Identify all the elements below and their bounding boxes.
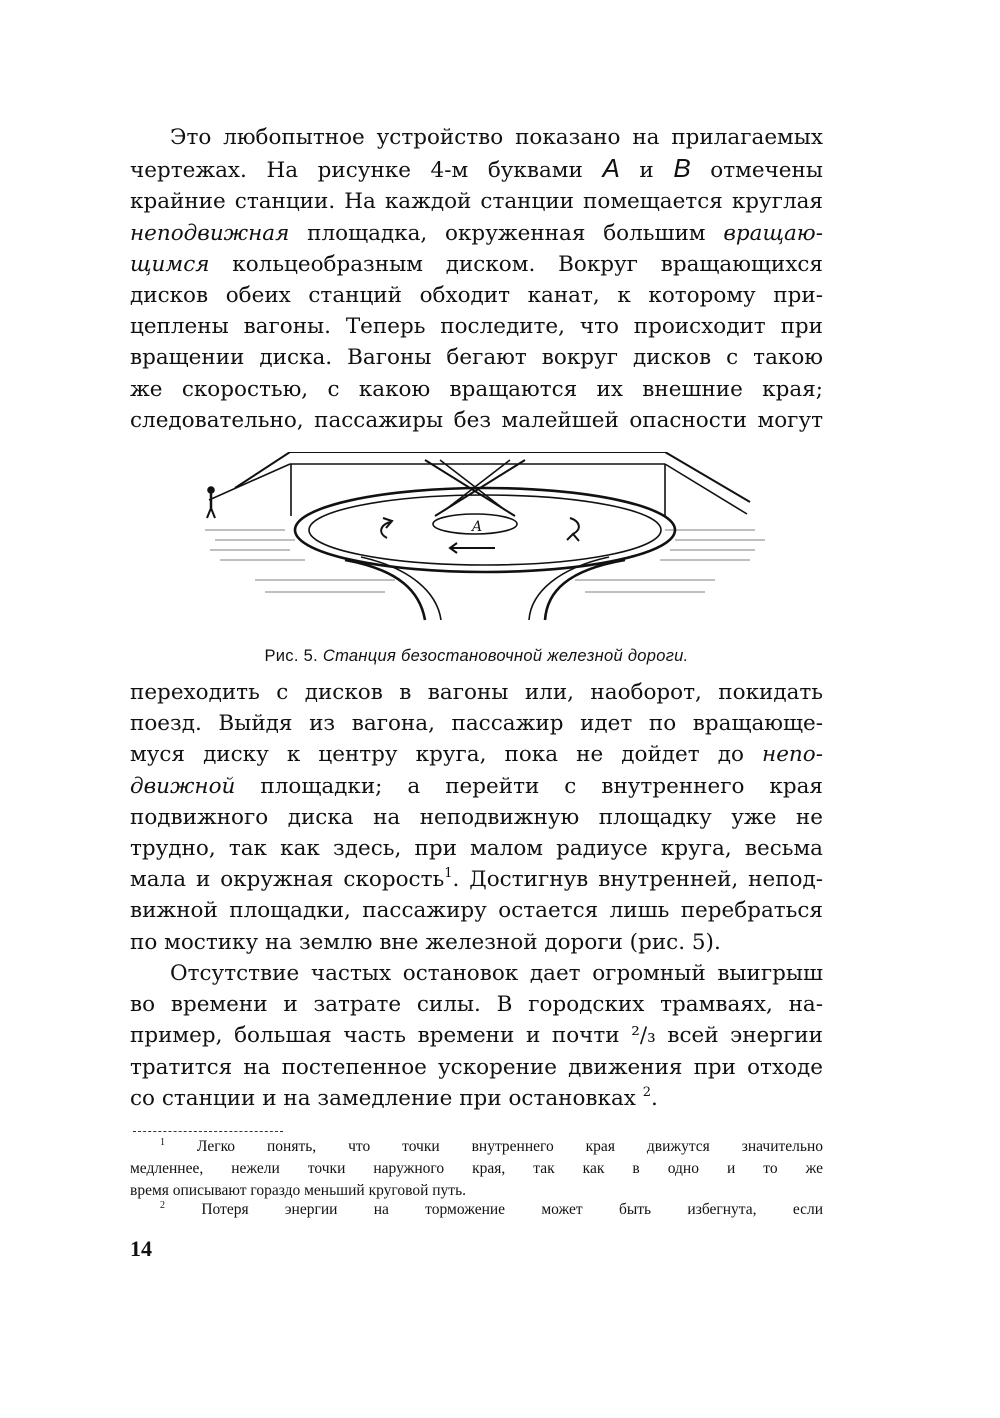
text-line: неподвижная площадка, окруженная большим вращаю- [130,220,823,246]
text-line: чертежах. На рисунке 4-м буквами A и B отмечены [130,153,823,184]
text-line: следовательно, пассажиры без малейшей опасности могут [130,407,823,433]
text-line: дисков обеих станций обходит канат, к которому при- [130,283,823,309]
text-line: по мостику на землю вне железной дороги (рис. 5). [130,929,721,955]
text-line: муся диску к центру круга, пока не дойдет до непо- [130,742,823,768]
italic-word: щимся [130,251,210,277]
text-line: $^2$ Потеря энергии на торможение может быть избегнута, если [160,1200,823,1218]
letter-b: B [673,153,691,184]
text-line: время описывают гораздо меньший круговой путь. [130,1182,467,1199]
fraction: ²/₃ [631,1023,656,1049]
station-label: A [472,519,483,535]
station-illustration [195,452,775,622]
text-line: движной площадки; а перейти с внутреннего края [130,773,823,799]
text-line: переходить с дисков в вагоны или, наоборот, покидать [130,680,823,705]
text-line: цеплены вагоны. Теперь последите, что происходит при [130,314,823,340]
text-line: поезд. Выйдя из вагона, пассажир идет по вращающе- [130,711,823,737]
text-line: Отсутствие частых остановок дает огромный выигрыш [170,961,823,986]
footnote-divider [133,1131,283,1132]
text-line: $^1$ Легко понять, что точки внутреннего края движутся значительно [160,1137,823,1155]
footnote-ref[interactable]: 2 [642,1084,652,1100]
footnote-1 [130,1136,823,1202]
text-line: пример, большая часть времени и почти ²/₃ всей энергии [130,1023,823,1049]
italic-word: неподвижная [130,220,290,246]
paragraph-3 [130,958,823,1114]
text-line: вижной площадки, пассажиру остается лишь перебраться [130,898,823,924]
paragraph-1 [130,122,823,436]
text-line: подвижного диска на неподвижную площадку уже не [130,804,823,830]
letter-a: A [602,153,620,184]
italic-word: движной [130,773,236,799]
text-line: щимся кольцеобразным диском. Вокруг вращающихся [130,251,823,277]
page-number: 14 [130,1236,152,1261]
paragraph-2 [130,677,823,958]
italic-word: вращаю- [723,220,823,246]
italic-word: непо- [762,742,823,768]
text-line: же скоростью, с какою вращаются их внешние края; [130,376,823,402]
footnote-2 [130,1199,823,1221]
text-line: Это любопытное устройство показано на прилагаемых [170,125,823,150]
text-line: со станции и на замедление при остановках $^2$. [130,1084,658,1111]
text-line: мала и окружная скорость$^1$. Достигнув внутренней, непод- [130,866,823,893]
text-line: во времени и затрате силы. В городских трамваях, на- [130,992,823,1018]
footnote-ref[interactable]: 1 [444,866,453,882]
text-line: трудно, так как здесь, при малом радиусе круга, весьма [130,836,823,862]
text-line: крайние станции. На каждой станции помещается круглая [130,189,823,215]
figure-caption: Рис. 5. Станция безостановочной железной дороги. [264,647,689,665]
text-line: вращении диска. Вагоны бегают вокруг дисков с такою [130,345,823,371]
text-line: медленнее, нежели точки наружного края, так как в одно и то же [130,1160,823,1177]
text-line: тратится на постепенное ускорение движения при отходе [130,1054,823,1080]
